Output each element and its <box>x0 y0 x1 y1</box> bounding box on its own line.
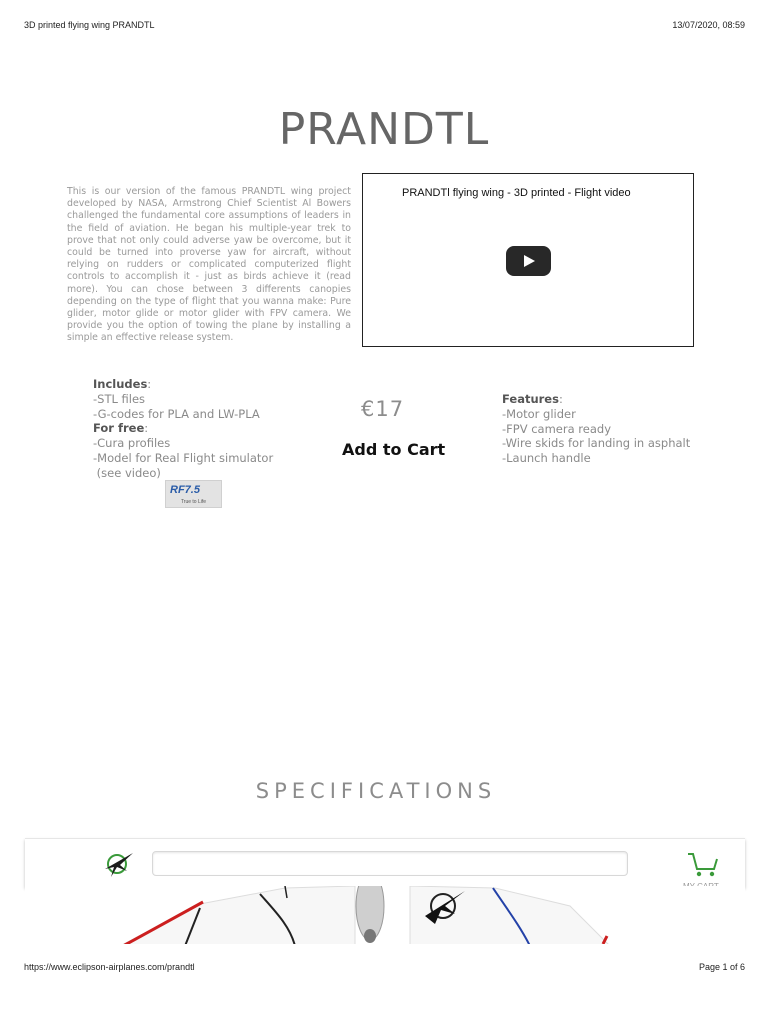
specifications-heading: SPECIFICATIONS <box>255 779 497 803</box>
video-title[interactable]: PRANDTl flying wing - 3D printed - Flight video <box>402 187 631 199</box>
hero-wing-image <box>25 886 745 944</box>
features-heading: Features <box>502 392 559 406</box>
realflight-logo-sub: True to Life <box>180 499 207 505</box>
search-input[interactable] <box>152 851 628 876</box>
feature-item: -FPV camera ready <box>502 421 612 436</box>
free-item: -Model for Real Flight simulator <box>93 450 274 465</box>
realflight-logo-text: RF7.5 <box>170 484 200 496</box>
feature-item: -Launch handle <box>502 451 591 466</box>
feature-item: -Wire skids for landing in asphalt <box>502 436 691 451</box>
feature-item: -Motor glider <box>502 406 576 421</box>
site-navbar <box>25 838 745 887</box>
print-header-title: 3D printed flying wing PRANDTL <box>24 20 155 30</box>
features-section: Features: -Motor glider -FPV camera ready -Wire skids for landing in asphalt -Launch handle <box>502 392 732 466</box>
free-heading: For free <box>93 421 145 436</box>
video-embed[interactable] <box>362 173 694 347</box>
free-item-see-video[interactable]: (see video) <box>93 465 161 480</box>
cart-icon[interactable] <box>687 852 719 878</box>
realflight-logo[interactable] <box>165 480 222 508</box>
includes-section: Includes: -STL files -G-codes for PLA and LW-PLA For free: -Cura profiles -Model for Real Flight simulator (see video) <box>93 377 293 481</box>
includes-item: -STL files <box>93 391 146 406</box>
wing-illustration <box>25 886 745 944</box>
print-footer-page: Page 1 of 6 <box>698 962 745 972</box>
product-description: This is our version of the famous PRANDTL wing project developed by NASA, Armstrong Chief Scientist Al Bowers challenged the fundamental core assumptions of leaders in the field of aviation. He began his multiple-year trek to prove that not only could adverse yaw be overcome, but it could be turned into proverse yaw for aircraft, without relying on rudders or complicated computerized flight controls to accomplish it - just as birds achieve it (read more). You can chose between 3 differents canopies depending on the type of flight that you wanna make: Pure glider, motor glide or motor glider with FPV camera. We provide you the option of towing the plane by installing a simple an effective release system. <box>67 186 351 344</box>
includes-item: -G-codes for PLA and LW-PLA <box>93 406 260 421</box>
play-icon[interactable] <box>506 246 551 276</box>
page-title: PRANDTL <box>278 104 490 155</box>
free-item: -Cura profiles <box>93 436 171 451</box>
print-footer-url[interactable]: https://www.eclipson-airplanes.com/prandtl <box>24 962 195 972</box>
eclipson-logo-icon[interactable] <box>103 849 135 879</box>
add-to-cart-button[interactable]: Add to Cart <box>342 440 446 459</box>
print-header-datetime: 13/07/2020, 08:59 <box>672 20 745 30</box>
product-price: €17 <box>361 397 405 421</box>
includes-heading: Includes <box>93 377 148 391</box>
